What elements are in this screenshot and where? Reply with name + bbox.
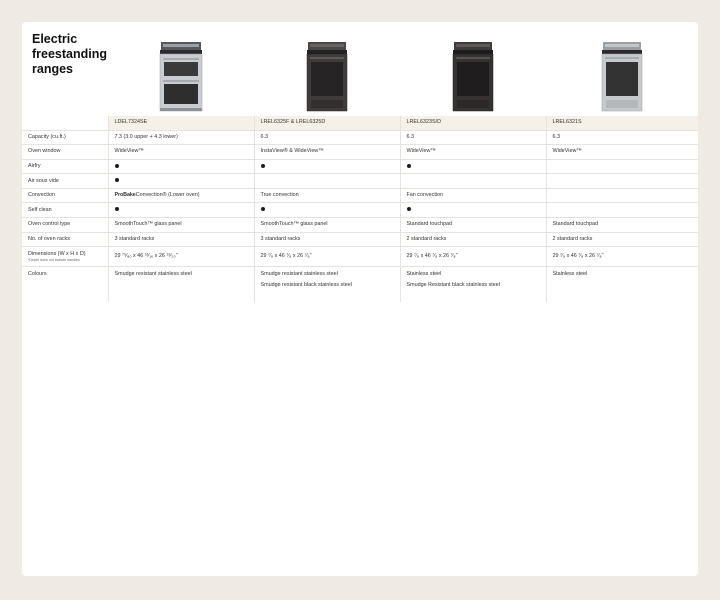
- range-double-oven-icon: [158, 42, 204, 112]
- row-label: No. of oven racks: [22, 232, 108, 247]
- header-blank: [22, 116, 108, 130]
- spec-row-air-sous-vide: [22, 174, 698, 189]
- spec-cell: [108, 159, 254, 174]
- row-label: Convection: [22, 188, 108, 203]
- spec-cell: [108, 188, 254, 203]
- colour-option: Stainless steel: [406, 271, 442, 278]
- spec-row-self-clean: [22, 203, 698, 218]
- spec-cell: WideView™: [546, 145, 698, 160]
- row-label: [22, 247, 108, 267]
- model-name: LREL6323S/D: [400, 116, 546, 130]
- spec-cell: [546, 188, 698, 203]
- spec-cell: [254, 159, 400, 174]
- dimensions-label: Dimensions (W x H x D): [28, 251, 86, 257]
- feature-dot: [261, 164, 265, 168]
- spec-cell: WideView™: [400, 145, 546, 160]
- spec-cell: SmoothTouch™ glass panel: [254, 218, 400, 233]
- model-name: LREL6325F & LREL6325D: [254, 116, 400, 130]
- row-label: Air sous vide: [22, 174, 108, 189]
- spec-cell: 6.3: [254, 130, 400, 145]
- feature-dot: [407, 207, 411, 211]
- spec-cell: InstaView® & WideView™: [254, 145, 400, 160]
- spec-cell: 2 standard racks: [400, 232, 546, 247]
- spec-cell: 6.3: [546, 130, 698, 145]
- model-name: LDEL7324SE: [108, 116, 254, 130]
- product-image-lrel6325f[interactable]: [254, 40, 400, 116]
- row-label: Oven window: [22, 145, 108, 160]
- product-image-ldel7324se[interactable]: [108, 40, 254, 116]
- feature-dot: [115, 207, 119, 211]
- model-header-row: [22, 116, 698, 130]
- feature-dot: [115, 164, 119, 168]
- spec-cell: Standard touchpad: [400, 218, 546, 233]
- spec-cell: 3 standard racks: [108, 232, 254, 247]
- spec-cell: Fan convection: [400, 188, 546, 203]
- spec-cell: True convection: [254, 188, 400, 203]
- spec-row-colours: [22, 267, 698, 302]
- spec-cell: [108, 174, 254, 189]
- range-black-stainless-icon: [305, 42, 349, 112]
- spec-cell: 29 ⁷⁄₈ x 46 ⁷⁄₈ x 26 ⁷⁄₈": [254, 247, 400, 267]
- spec-cell: SmoothTouch™ glass panel: [108, 218, 254, 233]
- spec-row-oven-racks: [22, 232, 698, 247]
- row-label: Self clean: [22, 203, 108, 218]
- row-label: Capacity (cu.ft.): [22, 130, 108, 145]
- range-stainless-icon: [600, 42, 644, 112]
- feature-dot: [261, 207, 265, 211]
- feature-dot: [407, 164, 411, 168]
- spec-row-capacity: [22, 130, 698, 145]
- spec-cell: 29 ⁷⁵⁄₈₀ x 46 ¹³⁄₁₆ x 26 ¹⁹⁄₂₀": [108, 247, 254, 267]
- spec-cell: [254, 203, 400, 218]
- spec-cell: [546, 203, 698, 218]
- spec-row-oven-window: [22, 145, 698, 160]
- spec-table: [22, 116, 698, 302]
- spec-row-convection: [22, 188, 698, 203]
- probake-rest: Convection® (Lower oven): [135, 192, 200, 199]
- spec-row-airfry: [22, 159, 698, 174]
- spec-cell: [254, 174, 400, 189]
- spec-cell: [400, 174, 546, 189]
- spec-cell: [546, 174, 698, 189]
- spec-cell: 6.3: [400, 130, 546, 145]
- spec-cell: [546, 159, 698, 174]
- model-name: LREL6321S: [546, 116, 698, 130]
- spec-cell: [400, 267, 546, 302]
- product-images: [108, 40, 698, 116]
- row-label: Airfry: [22, 159, 108, 174]
- spec-row-dimensions: [22, 247, 698, 267]
- spec-cell: 29 ⁷⁄₈ x 46 ⁷⁄₈ x 26 ⁷⁄₈": [546, 247, 698, 267]
- product-image-lrel6321s[interactable]: [546, 40, 698, 116]
- colour-option: Smudge resistant stainless steel: [260, 271, 338, 278]
- row-label: Colours: [22, 267, 108, 302]
- spec-cell: [254, 267, 400, 302]
- spec-cell: Smudge resistant stainless steel: [108, 267, 254, 302]
- spec-cell: [108, 203, 254, 218]
- colour-option: Smudge resistant black stainless steel: [260, 282, 352, 289]
- feature-dot: [115, 178, 119, 182]
- spec-cell: 2 standard racks: [546, 232, 698, 247]
- row-label: Oven control type: [22, 218, 108, 233]
- probake-logo: ProBake: [114, 192, 136, 199]
- spec-cell: Stainless steel: [546, 267, 698, 302]
- spec-row-oven-control: [22, 218, 698, 233]
- dimensions-note: *Depth does not include handles: [28, 258, 80, 262]
- spec-cell: 7.3 (3.0 upper + 4.3 lower): [108, 130, 254, 145]
- product-image-lrel6323s[interactable]: [400, 40, 546, 116]
- spec-cell: 3 standard racks: [254, 232, 400, 247]
- range-black-stainless-icon: [451, 42, 495, 112]
- page-title: Electric freestanding ranges: [32, 32, 108, 76]
- spec-cell: WideView™: [108, 145, 254, 160]
- spec-cell: [400, 203, 546, 218]
- comparison-card: [22, 22, 698, 576]
- spec-cell: [400, 159, 546, 174]
- colour-option: Smudge Resistant black stainless steel: [406, 282, 500, 289]
- spec-cell: Standard touchpad: [546, 218, 698, 233]
- spec-cell: 29 ⁷⁄₈ x 46 ⁷⁄₈ x 26 ⁷⁄₈": [400, 247, 546, 267]
